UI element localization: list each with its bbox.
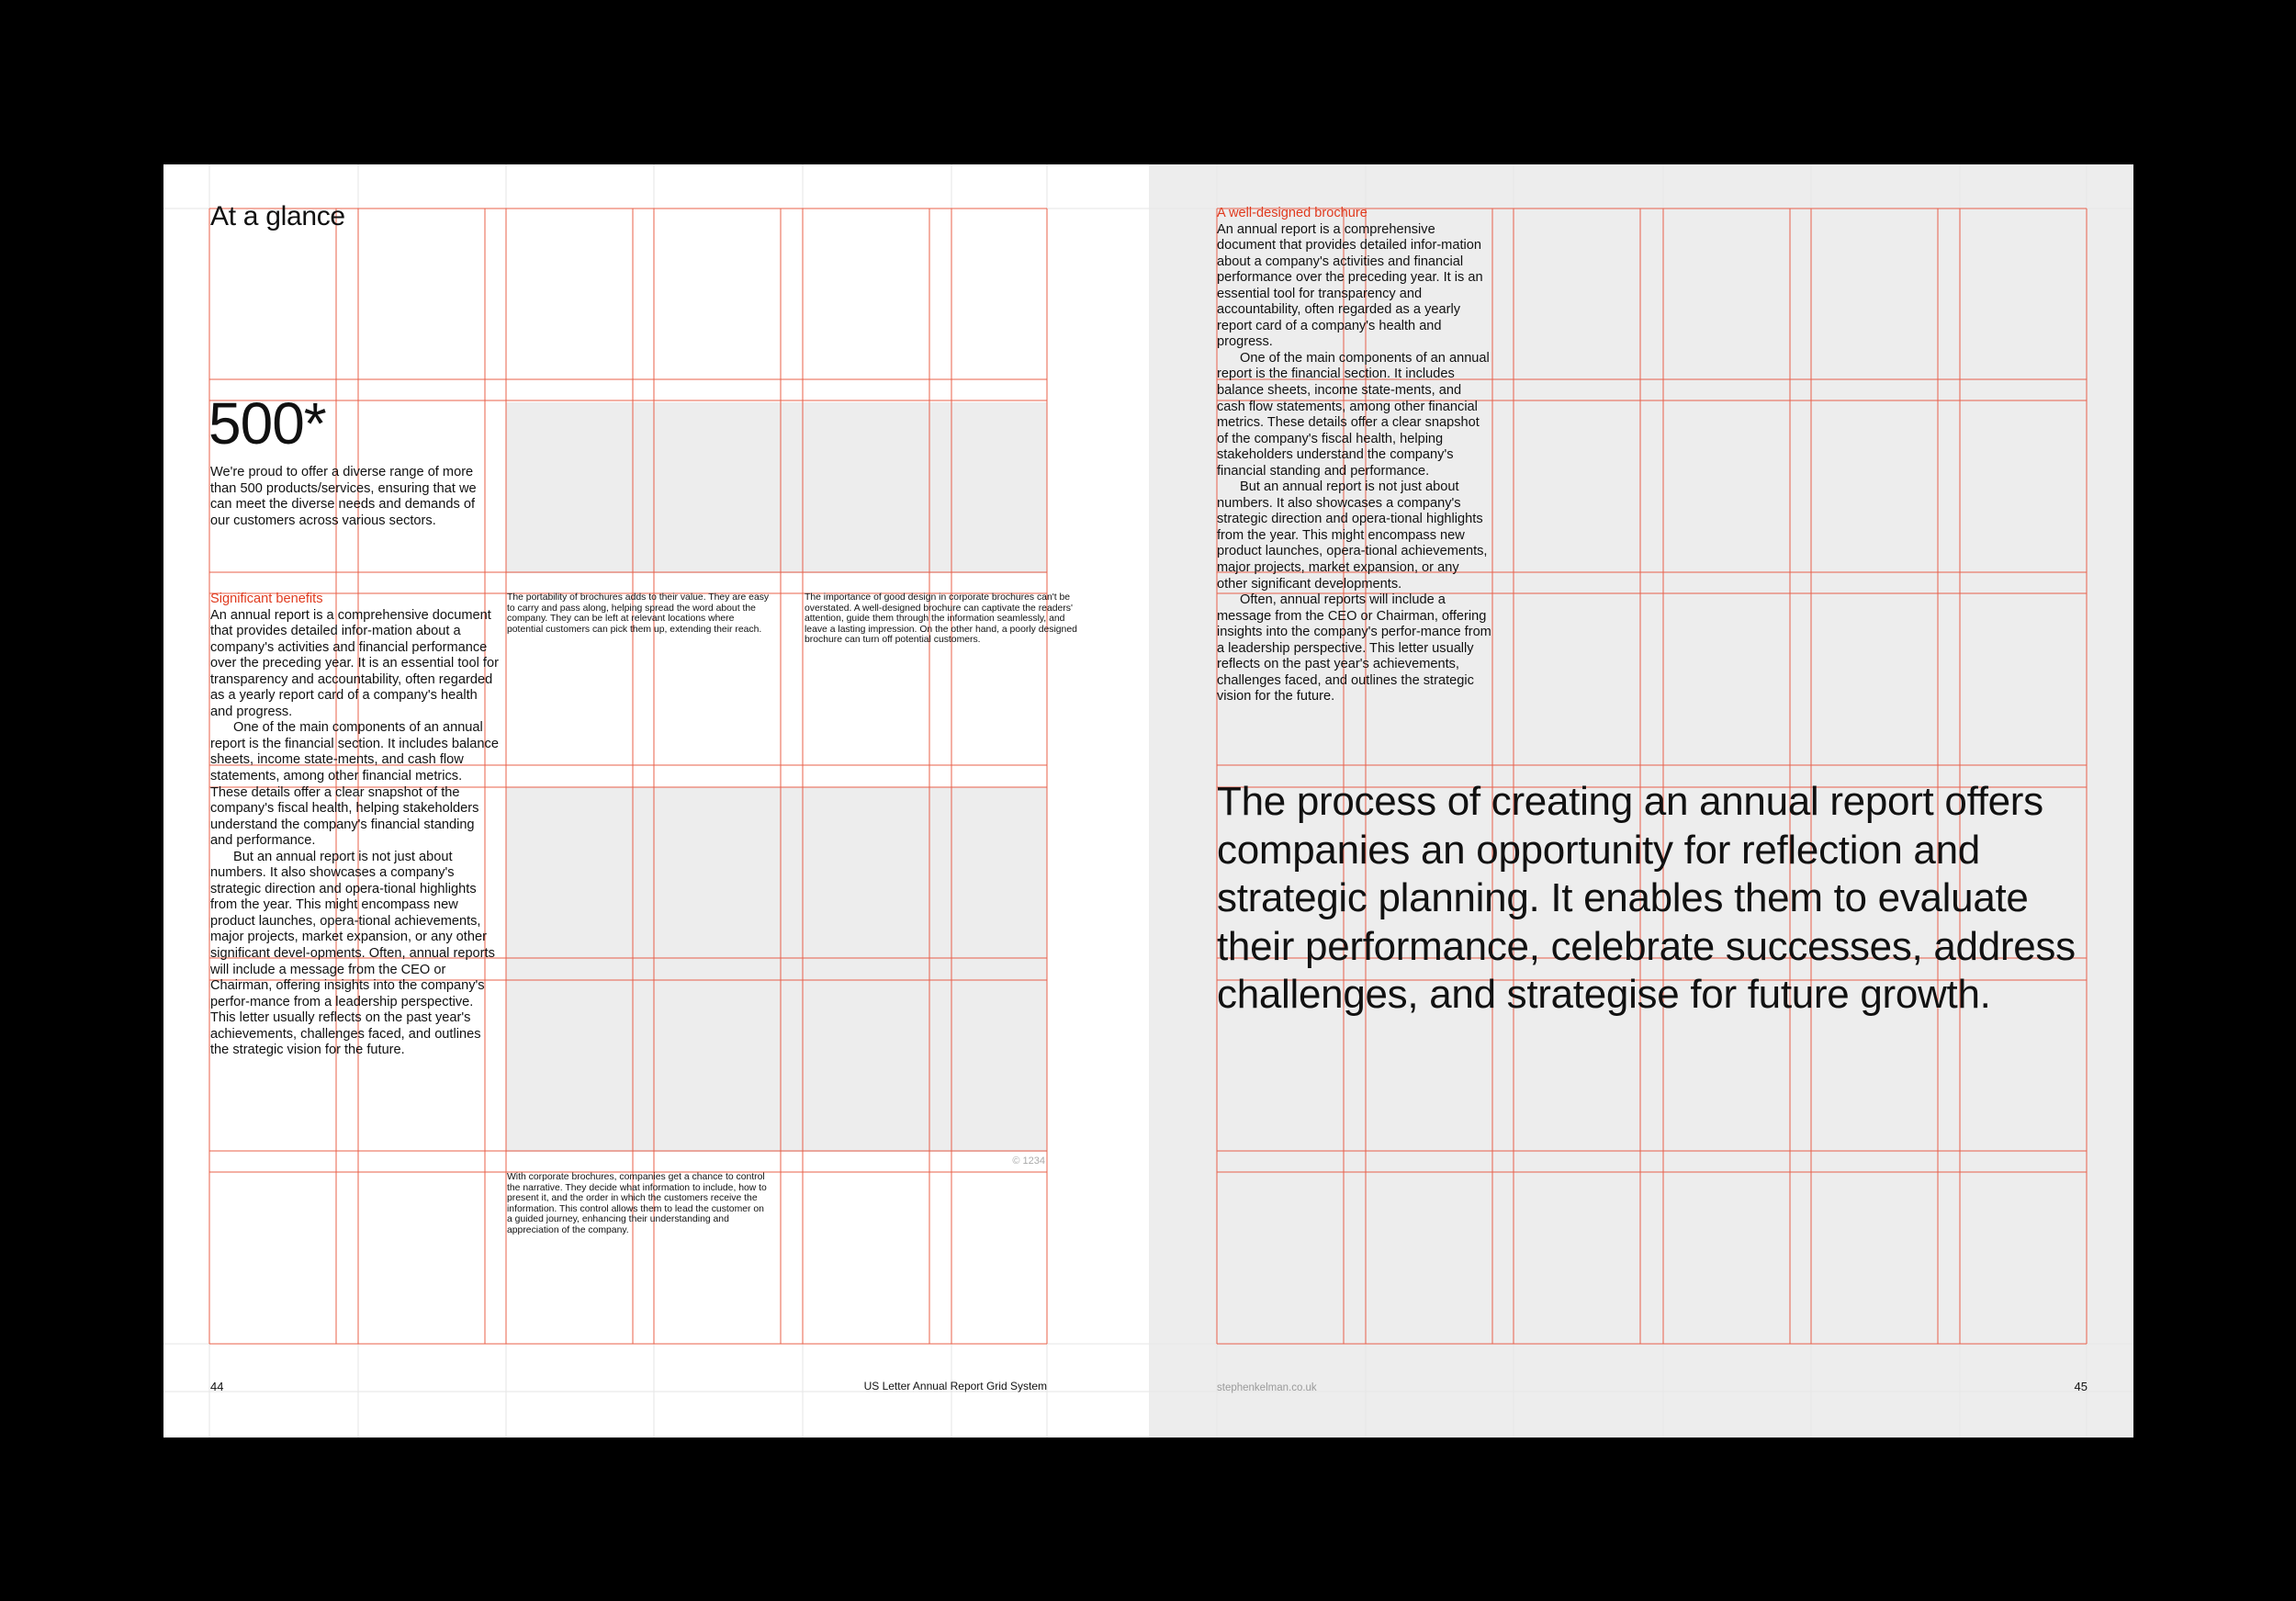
- site-url: stephenkelman.co.uk: [1217, 1382, 1317, 1393]
- caption-design: The importance of good design in corporate brochures can't be overstated. A well-designed brochure can captivate the readers' attention, guide them through the information seamlessly, and leave a lasting impression. On the other hand, a poorly designed brochure can turn off potential customers.: [805, 592, 1077, 646]
- section-title: At a glance: [210, 201, 345, 231]
- benefits-heading: Significant benefits: [210, 592, 323, 606]
- brochure-paragraph: One of the main components of an annual report is the financial section. It includes balance sheets, income state-ments, and cash flow statements, among other financial metrics. These details offer a clear snapshot of the company's fiscal health, helping stakeholders understand the company's financial standing and performance.: [1217, 350, 1490, 479]
- running-title: US Letter Annual Report Grid System: [863, 1380, 1047, 1392]
- brochure-body: [1217, 222, 1492, 705]
- image-placeholder: [506, 402, 1047, 573]
- image-placeholder: [506, 787, 1047, 1152]
- brochure-paragraph: An annual report is a comprehensive document that provides detailed infor-mation about a company's activities and financial performance over the preceding year. It is an essential tool for transparency and accountability, often regarded as a yearly report card of a company's health and progress.: [1217, 221, 1483, 350]
- benefits-paragraph: An annual report is a comprehensive document that provides detailed infor-mation about a company's activities and financial performance over the preceding year. It is an essential tool for transparency and accountability, often regarded as a yearly report card of a company's health and progress.: [210, 607, 499, 719]
- brochure-column: [1217, 206, 1492, 705]
- brochure-paragraph: Often, annual reports will include a message from the CEO or Chairman, offering insights into the company's perfor-mance from a leadership perspective. This letter usually reflects on the past year's achievements, challenges faced, and outlines the strategic vision for the future.: [1217, 592, 1491, 705]
- caption-narrative: With corporate brochures, companies get a chance to control the narrative. They decide what information to include, how to present it, and the order in which the customers receive the information. This control allows them to lead the customer on a guided journey, enhancing their understanding and appreciation of the company.: [507, 1172, 767, 1235]
- stat-description: We're proud to offer a diverse range of more than 500 products/services, ensuring that we can meet the diverse needs and demands of our customers across various sectors.: [210, 465, 477, 528]
- brochure-heading: A well-designed brochure: [1217, 206, 1367, 220]
- page-number: 44: [210, 1380, 224, 1393]
- benefits-column: [210, 592, 500, 1059]
- left-page: [163, 164, 1149, 1438]
- page-number: 45: [2074, 1380, 2088, 1393]
- benefits-body: [210, 608, 500, 1059]
- stat-figure: 500*: [208, 390, 326, 457]
- right-page: [1149, 164, 2133, 1438]
- benefits-paragraph: One of the main components of an annual report is the financial section. It includes balance sheets, income state-ments, and cash flow statements, among other financial metrics. These details offer a clear snapshot of the company's fiscal health, helping stakeholders understand the company's financial standing and performance.: [210, 720, 499, 849]
- pull-quote: The process of creating an annual report offers companies an opportunity for reflection and strategic planning. It enables them to evaluate their performance, celebrate successes, address challenges, and strategise for future growth.: [1217, 779, 2076, 1017]
- benefits-paragraph: But an annual report is not just about numbers. It also showcases a company's strategic direction and opera-tional highlights from the year. This might encompass new product launches, opera-tional achievements, major projects, market expansion, or any other significant devel-opments. Often, annual reports will include a message from the CEO or Chairman, offering insights into the company's perfor-mance from a leadership perspective. This letter usually reflects on the past year's achievements, challenges faced, and outlines the strategic vision for the future.: [210, 849, 495, 1058]
- copyright-note: © 1234: [1012, 1156, 1045, 1167]
- caption-portability: The portability of brochures adds to their value. They are easy to carry and pass along, helping spread the word about the company. They can be left at relevant locations where potential customers can pick them up, extending their reach.: [507, 592, 770, 635]
- brochure-paragraph: But an annual report is not just about numbers. It also showcases a company's strategic direction and opera-tional highlights from the year. This might encompass new product launches, opera-tional achievements, major projects, market expansion, or any other significant developments.: [1217, 479, 1488, 592]
